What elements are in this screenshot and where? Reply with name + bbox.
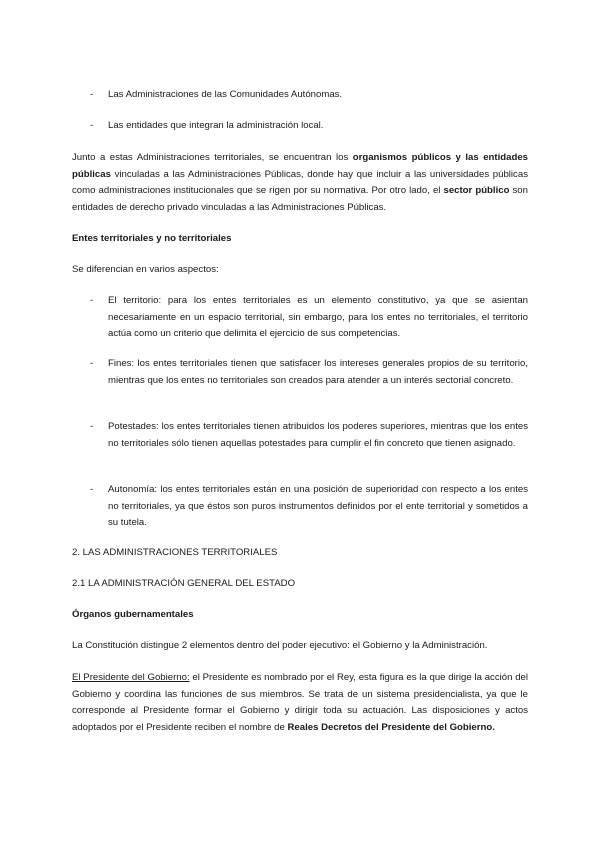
bullet-dash: - [90, 295, 94, 306]
aspect-territorio: El territorio: para los entes territoriales es un elemento constitutivo, ya que se asientan necesariamente en un espacio territorial, sin embargo, para los entes no territoriales, el territorio actúa como un criterio que delimita el ejercicio de sus competencias. [108, 295, 528, 340]
paragraph-organismos [72, 150, 528, 216]
bold-run: Reales Decretos del Presidente del Gobierno. [287, 721, 495, 733]
text-run: vinculadas a las Administraciones Públicas, donde hay que incluir a las universidades públicas como administraciones institucionales que se rigen por su normativa. Por otro lado, el [72, 168, 528, 197]
bullet-dash: - [90, 120, 94, 131]
text-run: son entidades de derecho privado vinculadas a las Administraciones Públicas. [72, 185, 528, 213]
section-heading: 2. LAS ADMINISTRACIONES TERRITORIALES [72, 547, 278, 558]
subsection-heading: 2.1 LA ADMINISTRACIÓN GENERAL DEL ESTADO [72, 578, 296, 589]
text-run: Junto a estas Administraciones territoriales, se encuentran los [72, 152, 353, 163]
paragraph-presidente [72, 670, 528, 736]
bullet-item: Las entidades que integran la administración local. [108, 120, 324, 131]
heading-entes: Entes territoriales y no territoriales [72, 233, 232, 244]
underlined-label: El Presidente del Gobierno: [72, 672, 190, 683]
bullet-dash: - [90, 358, 94, 369]
bold-run: organismos públicos y las entidades públicas [72, 152, 528, 180]
aspect-fines: Fines: los entes territoriales tienen que satisfacer los intereses generales propios de su territorio, mientras que los entes no territoriales son creados para atender a un interés sectorial concreto. [108, 358, 528, 386]
text-run: el Presidente es nombrado por el Rey, esta figura es la que dirige la acción del Gobierno y coordina las funciones de sus miembros. Se trata de un sistema presidencialista, ya que le corresponde al Presidente formar el Gobierno y dirigir toda su actuación. Las disposiciones y actos adoptados por el Presidente reciben el nombre de [72, 672, 529, 733]
aspect-potestades: Potestades: los entes territoriales tienen atribuidos los poderes superiores, mientras que los entes no territoriales sólo tienen aquellas potestades para cumplir el fin concreto que tienen asignado. [108, 421, 528, 449]
bold-run: sector público [443, 185, 510, 197]
bullet-item: Las Administraciones de las Comunidades Autónomas. [108, 89, 343, 100]
intro-aspects: Se diferencian en varios aspectos: [72, 264, 219, 275]
bullet-dash: - [90, 484, 94, 495]
aspect-autonomia: Autonomía: los entes territoriales están en una posición de superioridad con respecto a los entes no territoriales, ya que éstos son puros instrumentos definidos por el ente territorial y sometidos a su tutela. [108, 484, 528, 529]
bullet-dash: - [90, 89, 94, 100]
heading-organos: Órganos gubernamentales [72, 609, 194, 620]
bullet-dash: - [90, 421, 94, 432]
constitution-line: La Constitución distingue 2 elementos dentro del poder ejecutivo: el Gobierno y la Administración. [72, 640, 488, 651]
